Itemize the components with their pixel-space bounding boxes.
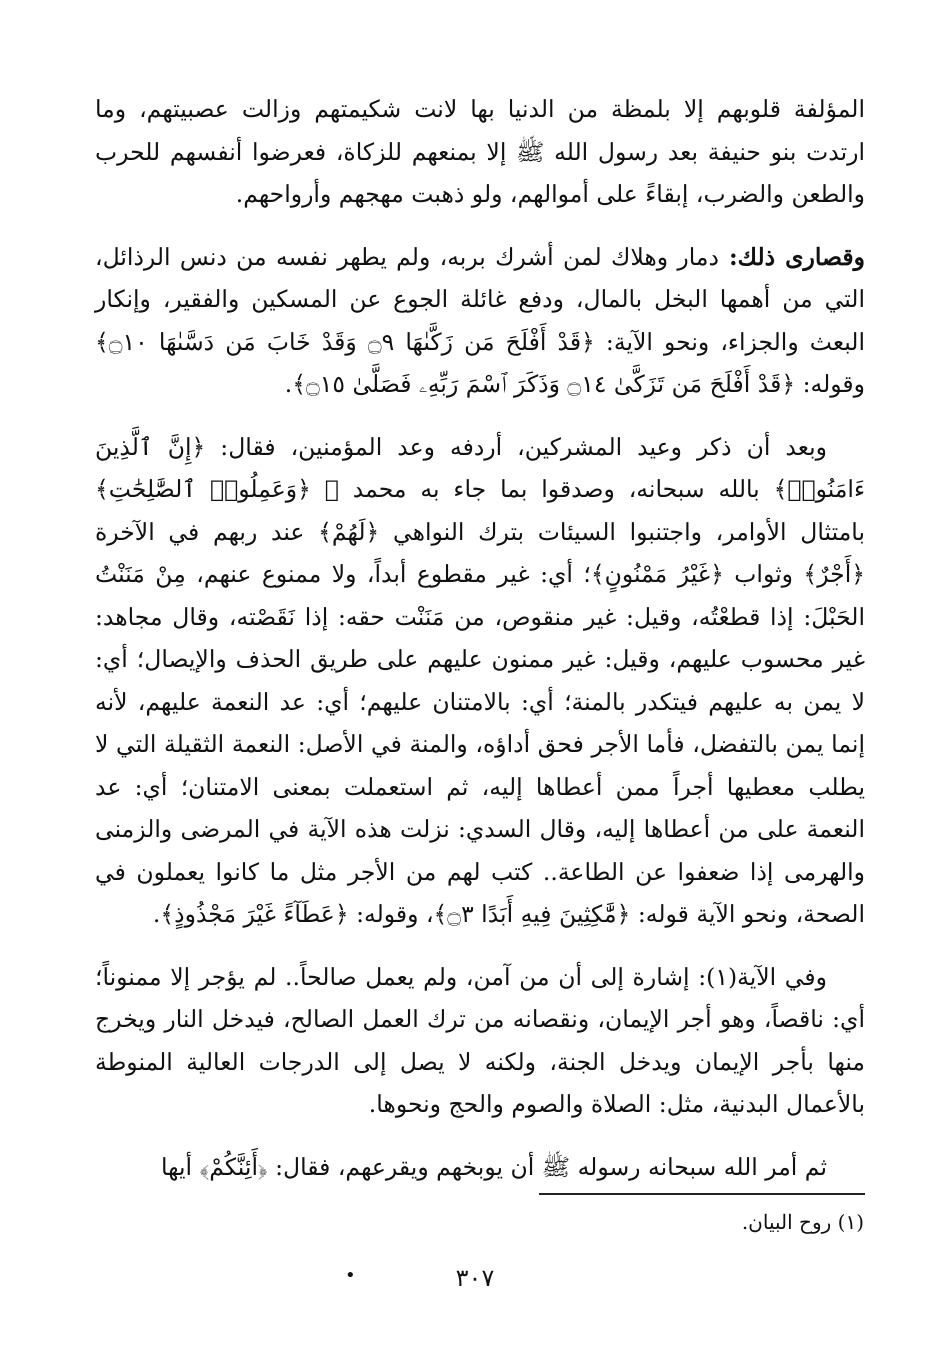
paragraph-2 [95, 236, 865, 406]
paragraph-1 [95, 88, 865, 216]
paragraph-2-text: دمار وهلاك لمن أشرك بربه، ولم يطهر نفسه من دنس الرذائل، التي من أهمها البخل بالمال، ودفع غائلة الجوع عن المسكين والفقير، وإنكار البعث والجزاء، ونحو الآية: ﴿قَدْ أَفْلَحَ مَن زَكَّىٰهَا ۝٩ وَقَدْ خَابَ مَن دَسَّىٰهَا ۝١٠﴾ وقوله: ﴿قَدْ أَفْلَحَ مَن تَزَكَّىٰ ۝١٤ وَذَكَرَ ٱسْمَ رَبِّهِۦ فَصَلَّىٰ ۝١٥﴾. [95, 242, 865, 398]
paragraph-2-lead: وقصارى ذلك: [718, 242, 865, 271]
page-body [95, 88, 865, 1208]
paragraph-1-text: المؤلفة قلوبهم إلا بلمظة من الدنيا بها لانت شكيمتهم وزالت عصبيتهم، وما ارتدت بنو حنيفة بعد رسول الله ﷺ إلا بمنعهم للزكاة، فعرضوا أنفسهم للحرب والطعن والضرب، إبقاءً على أموالهم، ولو ذهبت مهجهم وأرواحهم. [95, 95, 865, 208]
page-number: ٣٠٧ [455, 1264, 495, 1292]
paragraph-3 [95, 426, 865, 936]
paragraph-5 [95, 1146, 865, 1189]
footnote: (١) روح البيان. [741, 1210, 864, 1234]
paragraph-4 [95, 956, 865, 1126]
page-marker: • [345, 1265, 356, 1286]
paragraph-3-text: وبعد أن ذكر وعيد المشركين، أردفه وعد المؤمنين، فقال: ﴿إِنَّ ٱلَّذِينَ ءَامَنُوا۟﴾ بالله سبحانه، وصدقوا بما جاء به محمد ﷺ ﴿وَعَمِلُوا۟ ٱلصَّٰلِحَٰتِ﴾ بامتثال الأوامر، واجتنبوا السيئات بترك النواهي ﴿لَهُمْ﴾ عند ربهم في الآخرة ﴿أَجْرٌ﴾ وثواب ﴿غَيْرُ مَمْنُونٍ﴾؛ أي: غير مقطوع أبداً، ولا ممنوع عنهم، مِنْ مَنَنْتُ الحَبْلَ: إذا قطعْتُه، وقيل: غير منقوص، من مَنَنْت حقه: إذا نَقَصْته، وقال مجاهد: غير محسوب عليهم، وقيل: غير ممنون عليهم على طريق الحذف والإيصال؛ أي: لا يمن به عليهم فيتكدر بالمنة؛ أي: بالامتنان عليهم؛ أي: عد النعمة عليهم، لأنه إنما يمن بالتفضل، فأما الأجر فحق أداؤه، والمنة في الأصل: النعمة الثقيلة التي لا يطلب معطيها أجراً ممن أعطاها إليه، ثم استعملت بمعنى الامتنان؛ أي: عد النعمة على من أعطاها إليه، وقال السدي: نزلت هذه الآية في المرضى والزمنى والهرمى إذا ضعفوا عن الطاعة.. كتب لهم من الأجر مثل ما كانوا يعملون في الصحة، ونحو الآية قوله: ﴿مَّٰكِثِينَ فِيهِ أَبَدًا ۝٣﴾، وقوله: ﴿عَطَآءً غَيْرَ مَجْذُوذٍ﴾. [95, 432, 865, 928]
paragraph-4-text: وفي الآية(١): إشارة إلى أن من آمن، ولم يعمل صالحاً.. لم يؤجر إلا ممنوناً؛ أي: ناقصاً، وهو أجر الإيمان، ونقصانه من ترك العمل الصالح، فيدخل النار ويخرج منها بأجر الإيمان ويدخل الجنة، ولكنه لا يصل إلى الدرجات العالية المنوطة بالأعمال البدنية، مثل: الصلاة والصوم والحج ونحوها. [95, 962, 865, 1118]
footnote-divider [539, 1193, 865, 1195]
paragraph-5-text: ثم أمر الله سبحانه رسوله ﷺ أن يوبخهم ويقرعهم، فقال: ﴿أَئِنَّكُمْ﴾ أيها [161, 1152, 827, 1181]
